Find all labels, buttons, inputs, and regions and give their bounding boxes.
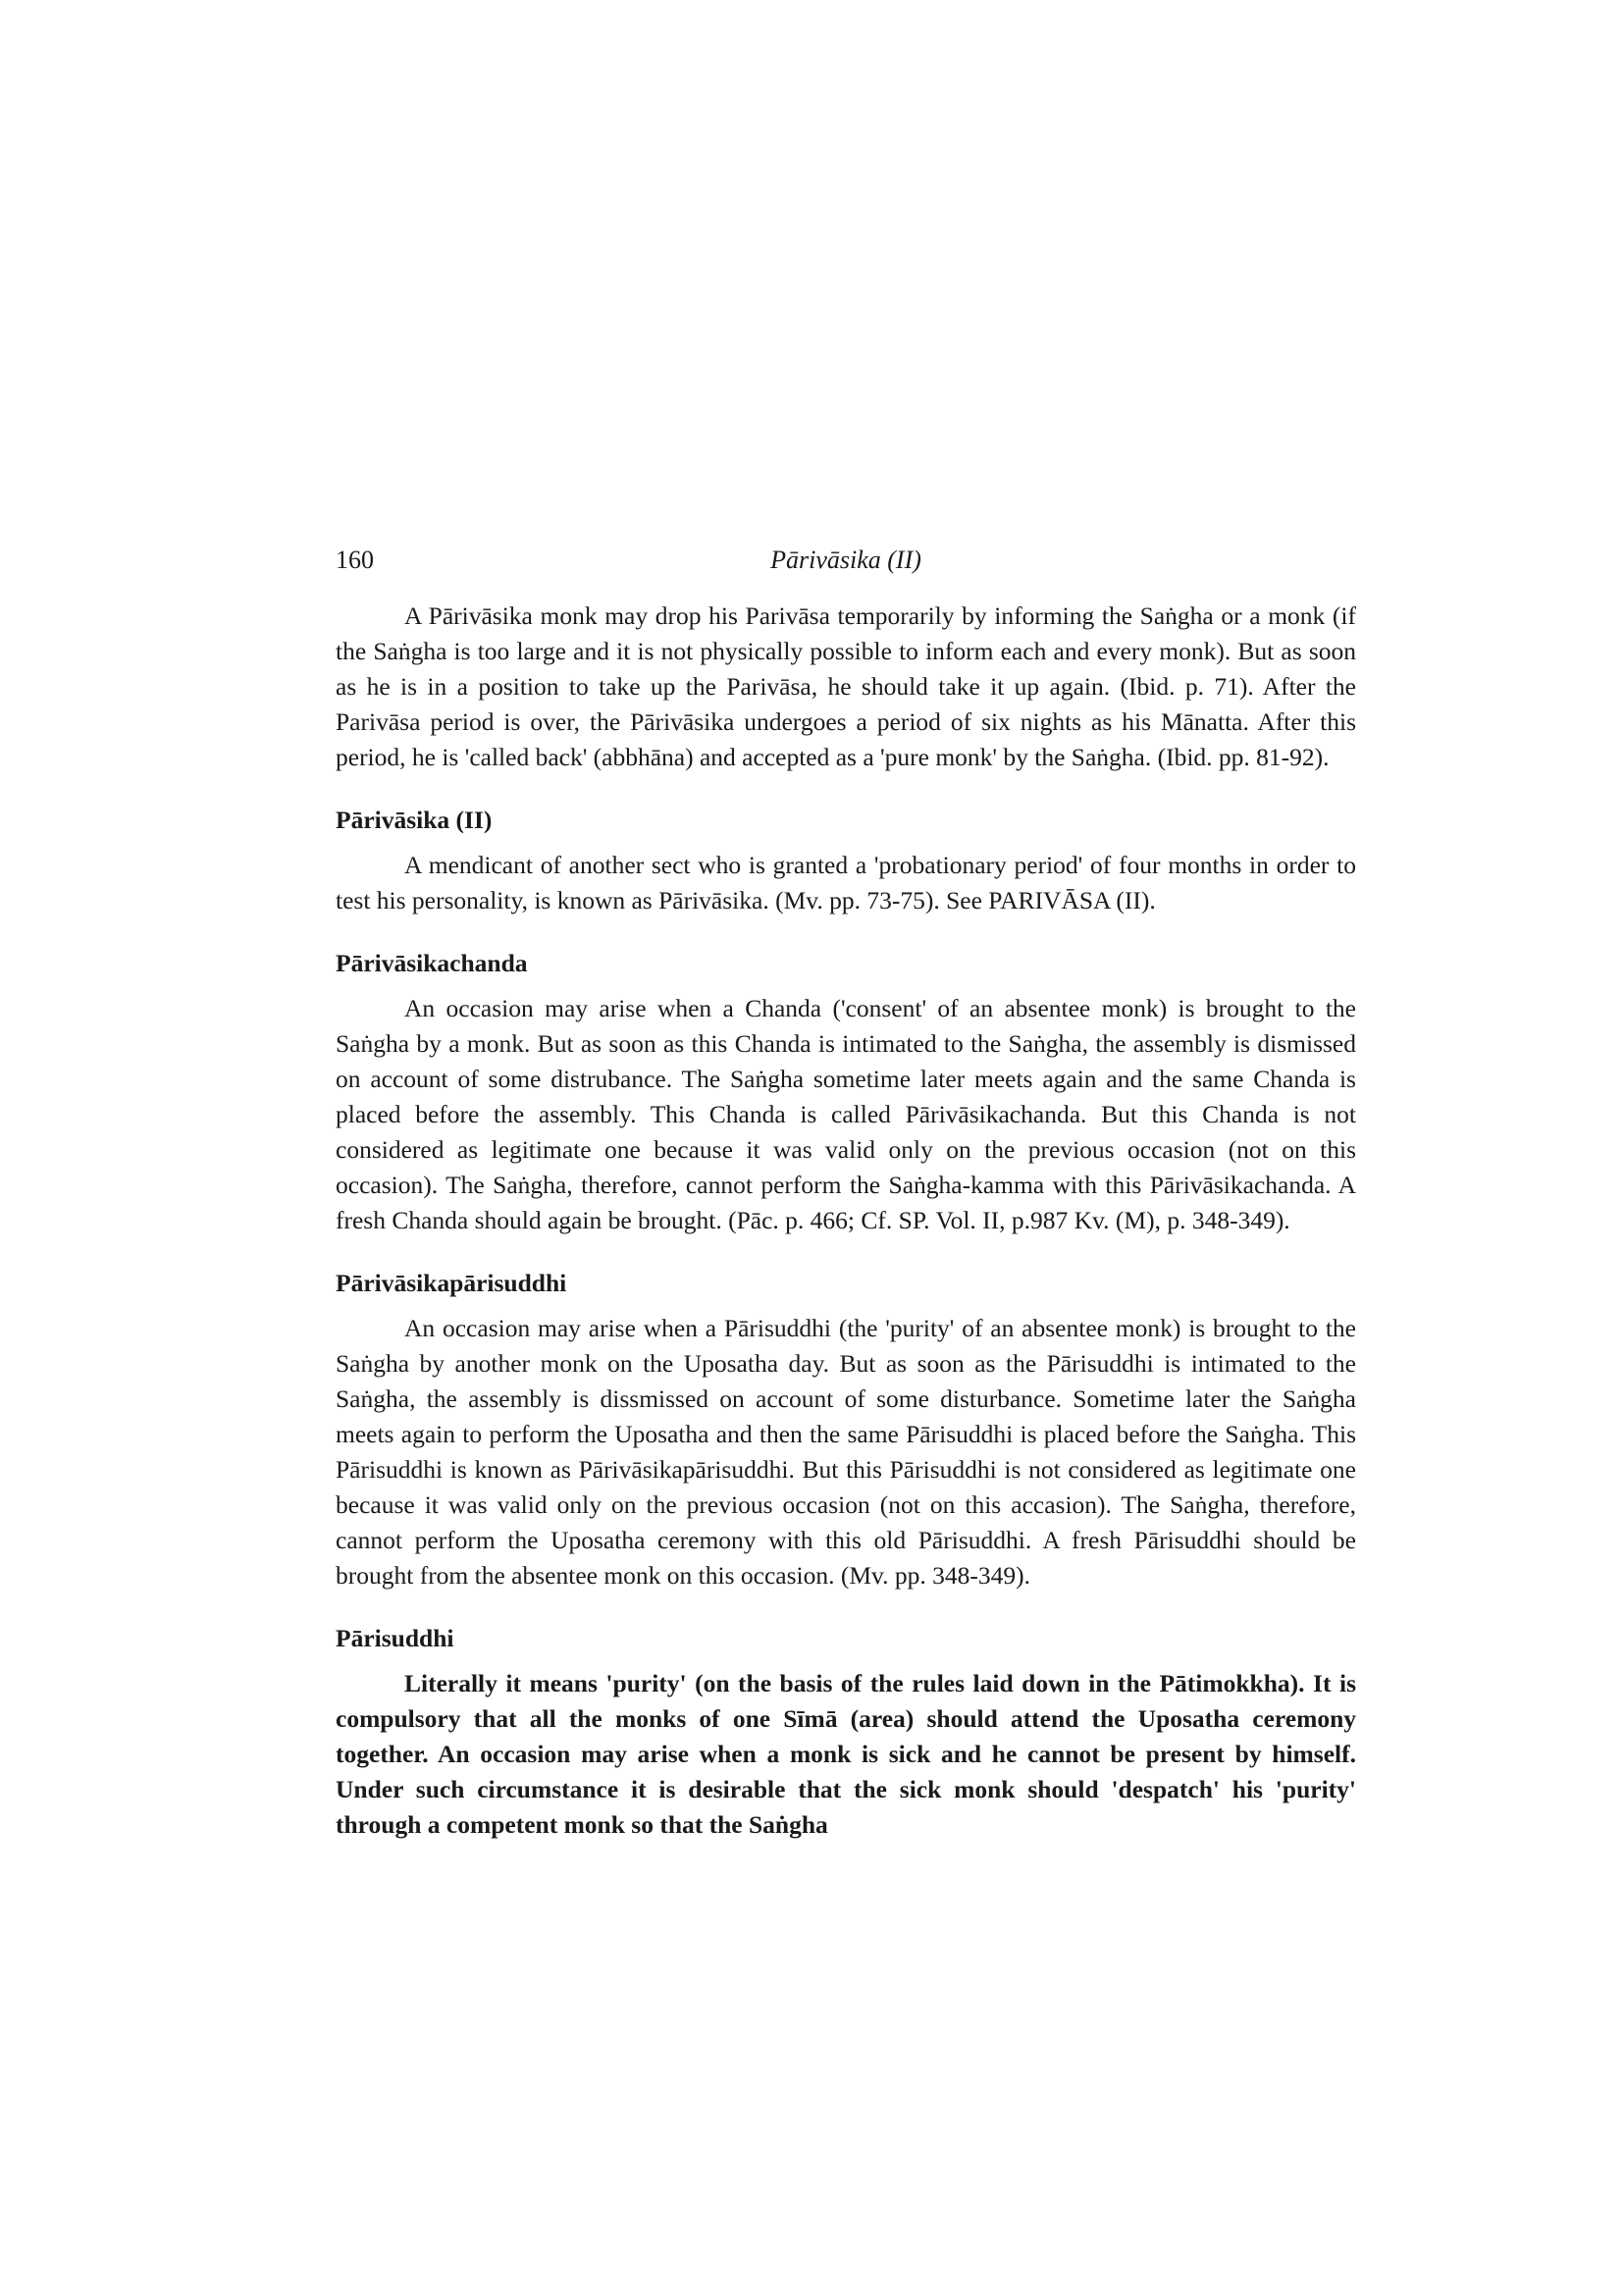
entry-heading: Pārivāsikachanda (336, 949, 528, 977)
entry-paragraph: A mendicant of another sect who is granted a 'probationary period' of four months in order to test his personality, is known as Pārivāsika. (Mv. pp. 73-75). See PARIVĀSA (II). (336, 851, 1356, 914)
entry-paragraph: A Pārivāsika monk may drop his Parivāsa temporarily by informing the Saṅgha or a monk (if the Saṅgha is too large and it is not physically possible to inform each and every monk). But as soon as he is in a position to take up the Parivāsa, he should take it up again. (Ibid. p. 71). After the Parivāsa period is over, the Pārivāsika undergoes a period of six nights as his Mānatta. After this period, he is 'called back' (abbhāna) and accepted as a 'pure monk' by the Saṅgha. (Ibid. pp. 81-92). (336, 601, 1356, 771)
entry-heading: Pārivāsikapārisuddhi (336, 1269, 567, 1297)
entry-heading: Pārisuddhi (336, 1624, 454, 1652)
entry-paragraph: An occasion may arise when a Chanda ('consent' of an absentee monk) is brought to the Saṅgha by a monk. But as soon as this Chanda is intimated to the Saṅgha, the assembly is dismissed on account of some distrubance. The Saṅgha sometime later meets again and the same Chanda is placed before the assembly. This Chanda is called Pārivāsikachanda. But this Chanda is not considered as legitimate one because it was valid only on the previous occasion (not on this occasion). The Saṅgha, therefore, cannot perform the Saṅgha-kamma with this Pārivāsikachanda. A fresh Chanda should again be brought. (Pāc. p. 466; Cf. SP. Vol. II, p.987 Kv. (M), p. 348-349). (336, 994, 1356, 1234)
entry-heading: Pārivāsika (II) (336, 806, 493, 834)
entry-continuation (336, 599, 1356, 775)
entry-parivasika-ii (336, 803, 1356, 918)
dictionary-content (336, 599, 1356, 1843)
entry-parivasikaparisuddhi (336, 1266, 1356, 1593)
entry-paragraph: Literally it means 'purity' (on the basis of the rules laid down in the Pātimokkha). It is compulsory that all the monks of one Sīmā (area) should attend the Uposatha ceremony together. An occasion may arise when a monk is sick and he cannot be present by himself. Under such circumstance it is desirable that the sick monk should 'despatch' his 'purity' through a competent monk so that the Saṅgha (336, 1669, 1356, 1839)
entry-paragraph: An occasion may arise when a Pārisuddhi (the 'purity' of an absentee monk) is brought to the Saṅgha by another monk on the Uposatha day. But as soon as the Pārisuddhi is intimated to the Saṅgha, the assembly is dissmissed on account of some disturbance. Sometime later the Saṅgha meets again to perform the Uposatha and then the same Pārisuddhi is placed before the Saṅgha. This Pārisuddhi is known as Pārivāsikapārisuddhi. But this Pārisuddhi is not considered as legitimate one because it was valid only on the previous occasion (not on this accasion). The Saṅgha, therefore, cannot perform the Uposatha ceremony with this old Pārisuddhi. A fresh Pārisuddhi should be brought from the absentee monk on this occasion. (Mv. pp. 348-349). (336, 1314, 1356, 1590)
entry-parivasikachanda (336, 946, 1356, 1238)
page-number: 160 (336, 546, 374, 574)
running-head (336, 546, 1356, 585)
running-title: Pārivāsika (II) (770, 546, 921, 574)
entry-parisuddhi (336, 1621, 1356, 1843)
